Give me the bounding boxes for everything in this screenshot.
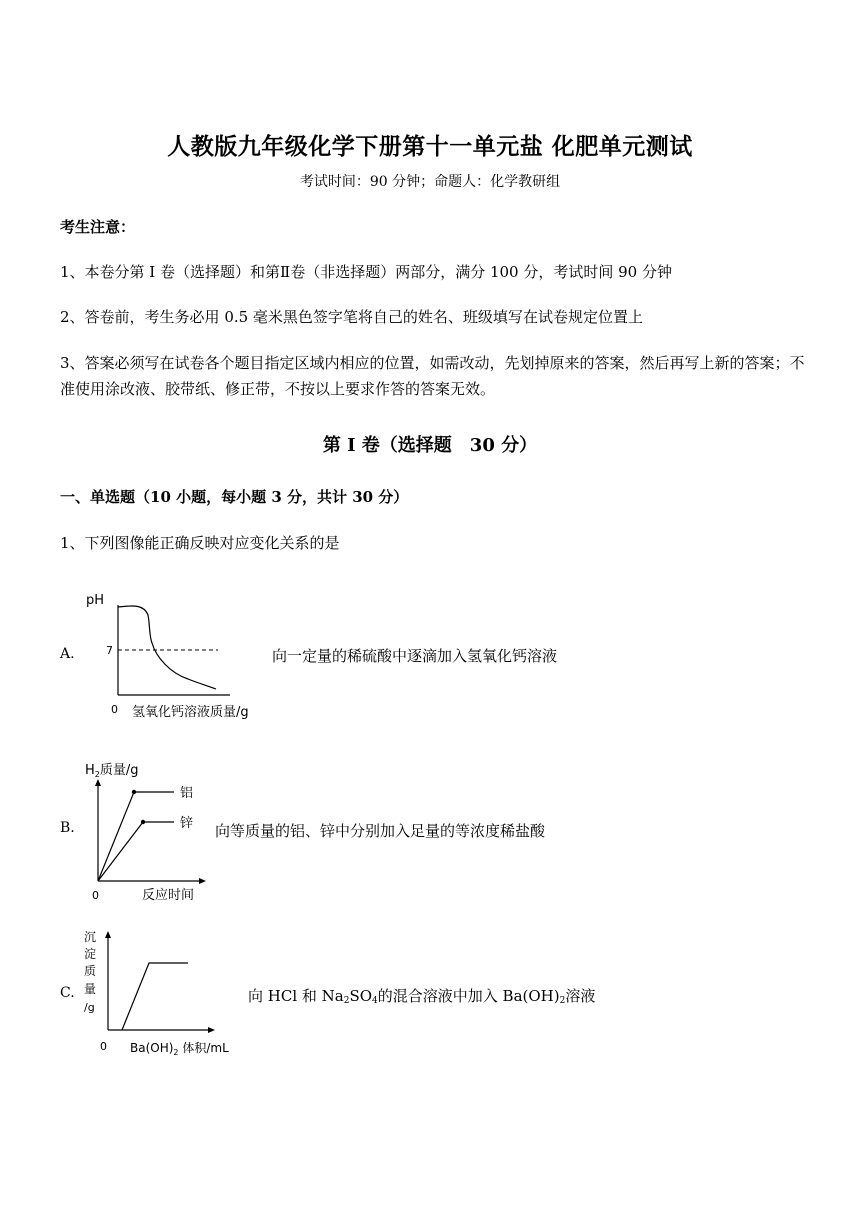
option-a-letter: A. [60,646,75,662]
section-title: 第 I 卷（选择题 30 分） [322,435,538,456]
option-a-text: 向一定量的稀硫酸中逐滴加入氢氧化钙溶液 [272,647,558,665]
graph-a-tick-7: 7 [106,644,113,657]
option-c-text: 向 HCl 和 $Na_2SO_4$的混合溶液中加入 $Ba(OH)_2$溶液 [248,987,596,1006]
notice-item-1: 1、本卷分第 I 卷（选择题）和第Ⅱ卷（非选择题）两部分，满分 100 分，考试时间 90 分钟 [60,263,672,281]
exam-subtitle: 考试时间：90 分钟；命题人：化学教研组 [299,174,561,190]
graph-c-xlabel: $Ba(OH)_2$ 体积/mL [130,1041,229,1057]
ph-curve [118,606,216,689]
option-b-letter: B. [60,820,75,836]
graph-b-xlabel: 反应时间 [142,888,195,903]
graph-a-xlabel: 氢氧化钙溶液质量/g [132,705,249,720]
graph-c-origin: 0 [100,1040,107,1053]
notice-heading: 考生注意： [60,218,136,236]
option-b-text: 向等质量的铝、锌中分别加入足量的等浓度稀盐酸 [215,822,546,840]
graph-b-series-aluminium: 铝 [180,786,194,801]
precipitate-line [122,963,188,1030]
aluminium-line [98,792,174,881]
graph-c-ylabel-3: 质 [84,964,97,978]
graph-a-ylabel: pH [86,593,105,608]
graph-c-ylabel-1: 沉 [84,930,97,944]
notice-item-2: 2、答卷前，考生务必用 0.5 毫米黑色签字笔将自己的姓名、班级填写在试卷规定位置上 [60,308,643,326]
option-c-graph [80,925,260,1060]
option-c-letter: C. [60,985,75,1001]
graph-b-origin: 0 [92,889,99,902]
question-stem: 1、下列图像能正确反映对应变化关系的是 [60,534,340,552]
part-heading: 一、单选题（10 小题，每小题 3 分，共计 30 分） [60,488,409,506]
graph-a-origin: 0 [111,703,118,716]
option-a-graph [80,585,280,725]
graph-c-ylabel-5: /g [84,1001,95,1014]
option-b-graph [80,755,220,905]
graph-c-ylabel-4: 量 [84,982,97,996]
graph-b-ylabel: $H_2$质量/g [85,763,139,779]
graph-c-ylabel-2: 淀 [84,947,97,961]
exam-title: 人教版九年级化学下册第十一单元盐 化肥单元测试 [167,134,693,160]
notice-item-3: 3、答案必须写在试卷各个题目指定区域内相应的位置，如需改动，先划掉原来的答案，然后再写上新的答案；不准使用涂改液、胶带纸、修正带，不按以上要求作答的答案无效。 [60,354,805,398]
graph-b-series-zinc: 锌 [180,816,194,831]
